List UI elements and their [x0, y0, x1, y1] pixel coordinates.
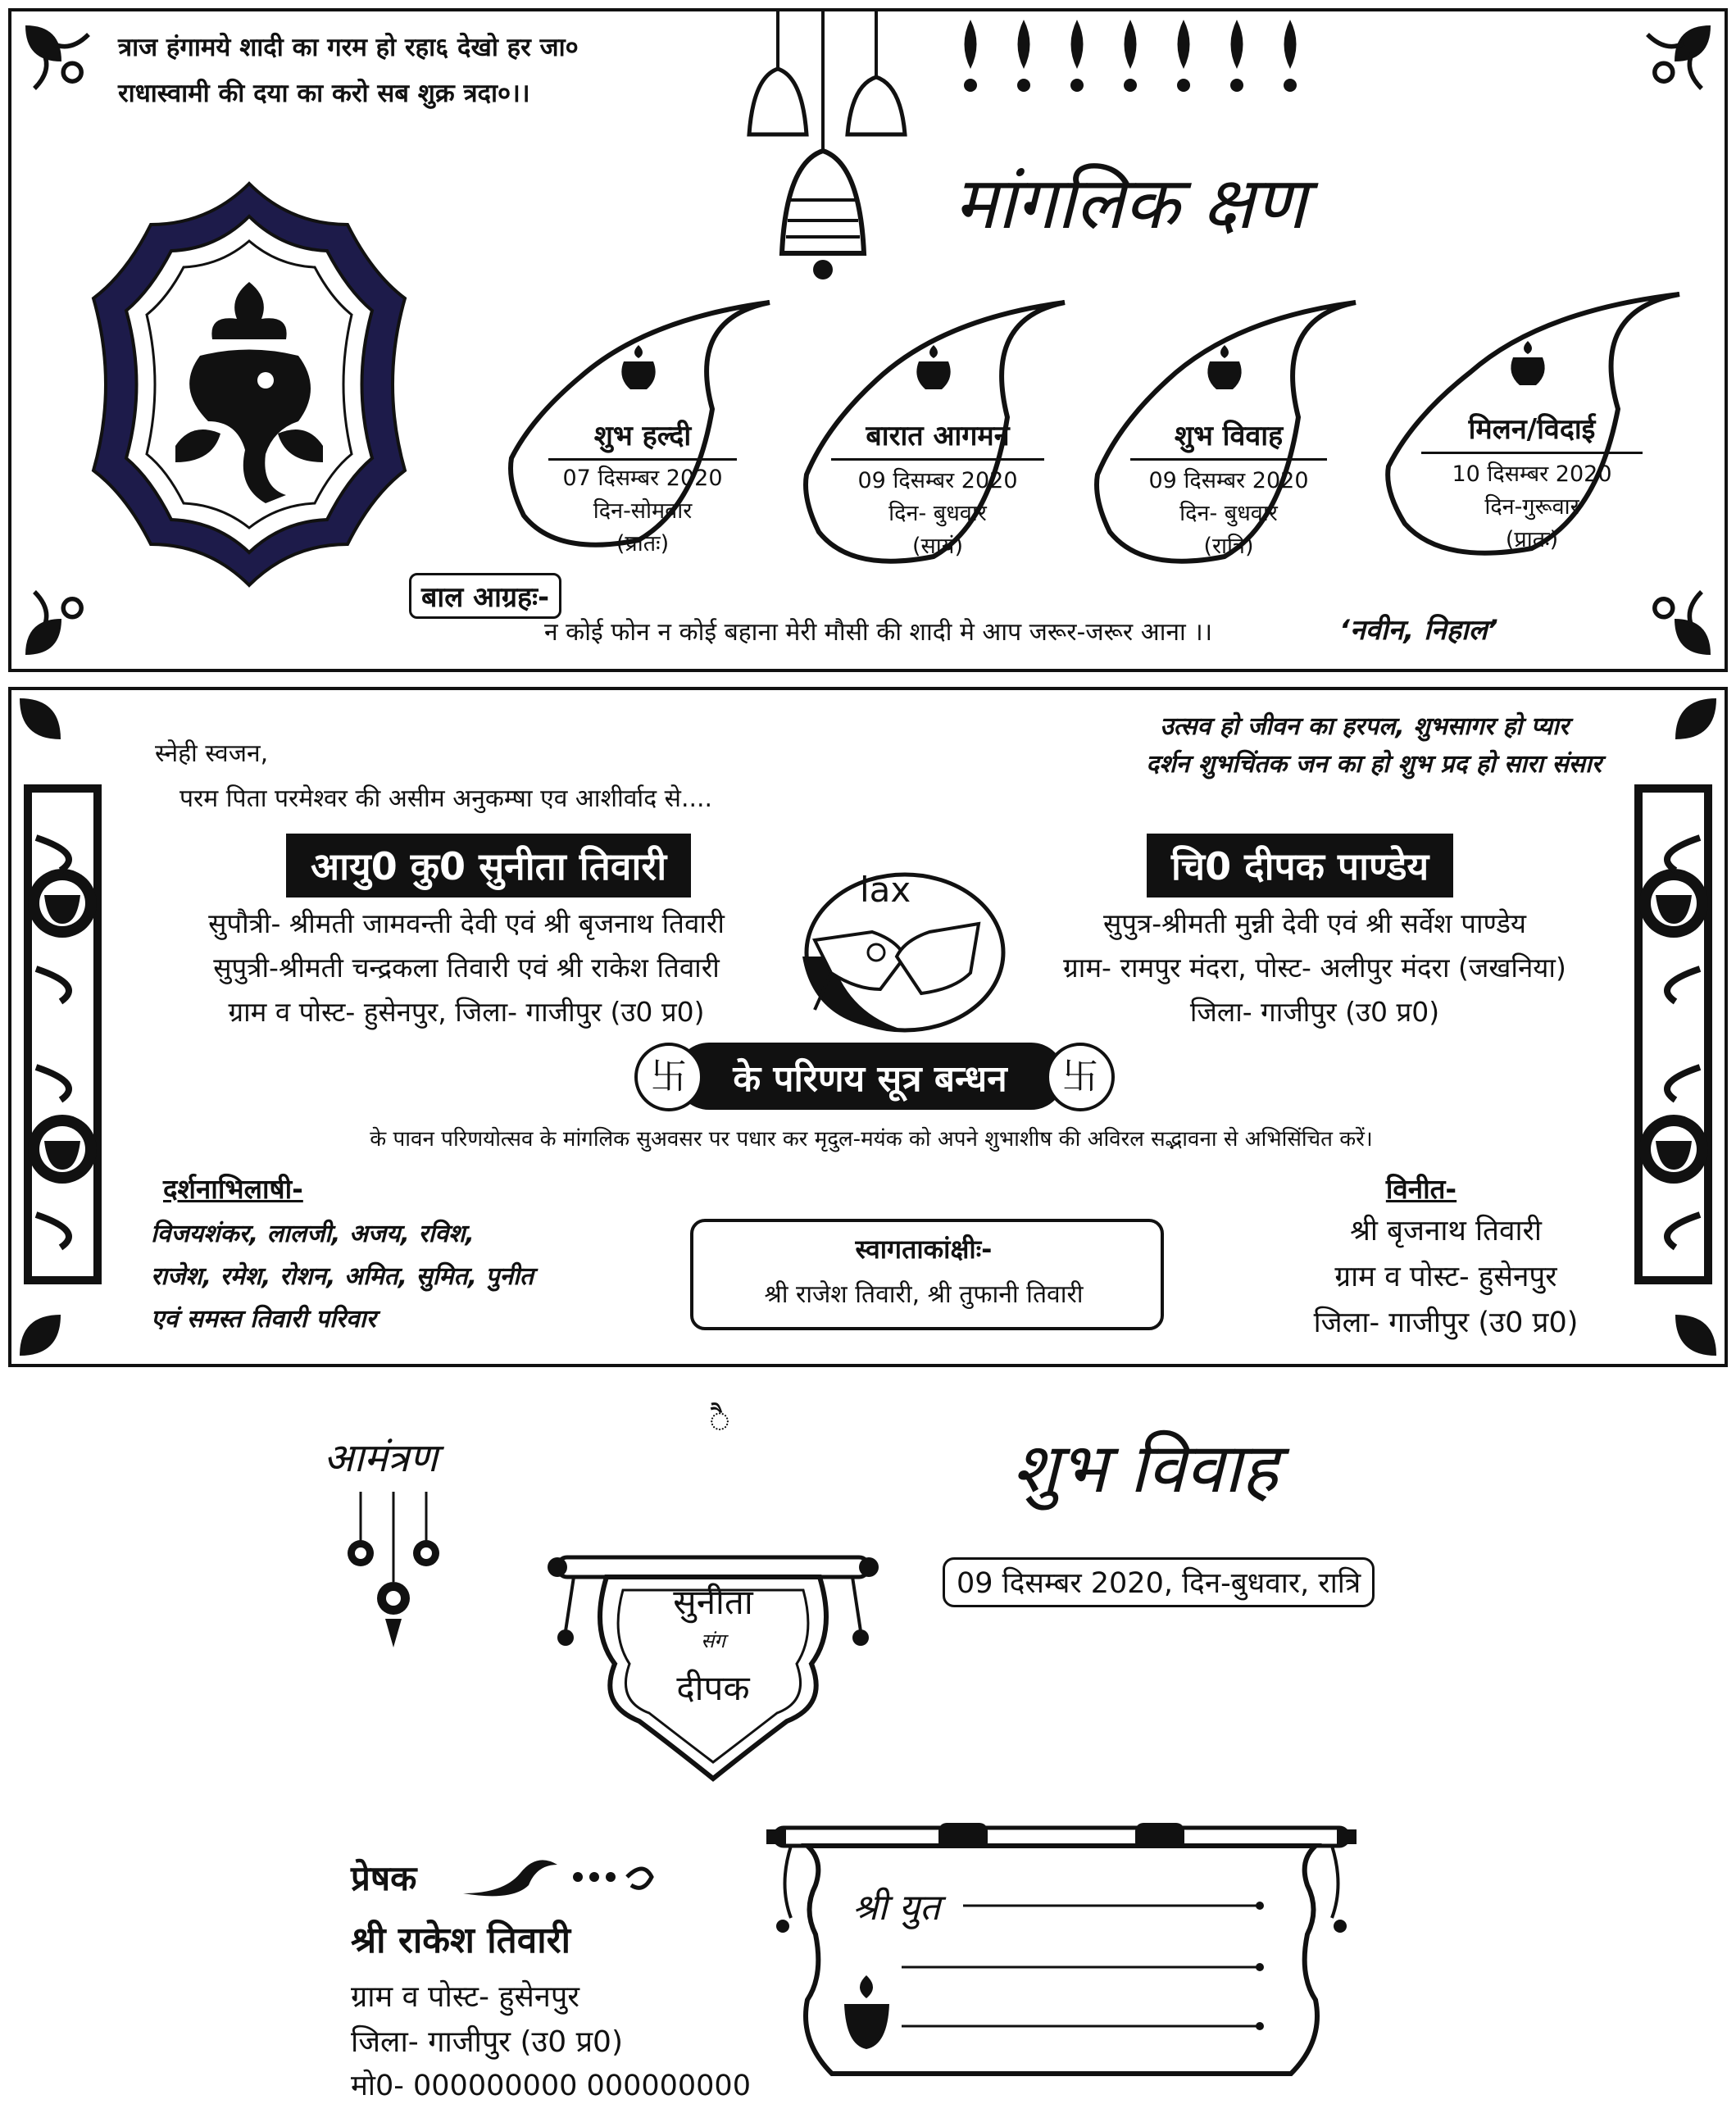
kalash-icon — [909, 343, 958, 393]
vinit-list — [1257, 1208, 1634, 1346]
groom-line: ग्राम- रामपुर मंदरा, पोस्ट- अलीपुर मंदरा (जखनिया) — [1063, 952, 1566, 984]
bride-line: ग्राम व पोस्ट- हुसेनपुर, जिला- गाजीपुर (उ0 प्र0) — [228, 996, 705, 1028]
bal-text: न कोई फोन न कोई बहाना मेरी मौसी की शादी मे आप जरूर-जरूर आना ।। — [544, 618, 1213, 647]
kalash-icon — [1503, 339, 1552, 389]
event-time: (सायं) — [912, 534, 963, 559]
bal-label: बाल आग्रहः- — [409, 573, 561, 619]
vinit-line: जिला- गाजीपुर (उ0 प्र0) — [1313, 1306, 1579, 1339]
darshan-line: एवं समस्त तिवारी परिवार — [151, 1305, 376, 1334]
left-border-ornament-icon — [11, 690, 110, 1364]
ganesha-emblem-icon — [77, 175, 421, 593]
groom-line: जिला- गाजीपुर (उ0 प्र0) — [1189, 996, 1440, 1028]
vivah-date: 09 दिसम्बर 2020, दिन-बुधवार, रात्रि — [943, 1557, 1375, 1607]
right-border-ornament-icon — [1626, 690, 1725, 1364]
corner-ornament-icon — [1629, 574, 1720, 664]
groom-first-name: दीपक — [676, 1668, 750, 1708]
groom-details — [1028, 902, 1602, 1034]
vinit-label: विनीत- — [1385, 1173, 1457, 1205]
shubh-vivah-title: शुभ विवाह — [1012, 1428, 1279, 1508]
handshake-logo — [782, 866, 1011, 1038]
darshan-line: राजेश, रमेश, रोशन, अमित, सुमित, पुनीत — [151, 1262, 534, 1291]
event-card — [1376, 286, 1688, 565]
sang-word: संग — [701, 1629, 725, 1652]
event-date: 09 दिसम्बर 2020 — [1148, 468, 1309, 493]
vinit-line: श्री बृजनाथ तिवारी — [1350, 1215, 1542, 1247]
address-frame-icon — [758, 1811, 1365, 2094]
bride-line: सुपुत्री-श्रीमती चन्द्रकला तिवारी एवं श्री राकेश तिवारी — [213, 952, 720, 984]
event-time: (प्रातः) — [616, 531, 670, 557]
event-card — [1085, 294, 1364, 573]
event-time: (प्रातः) — [1505, 527, 1559, 552]
hanging-bells-icon — [729, 11, 934, 298]
event-day: दिन-सोमवार — [593, 498, 693, 524]
event-date: 09 दिसम्बर 2020 — [857, 468, 1018, 493]
event-day: दिन- बुधवार — [1179, 501, 1278, 526]
bride-details — [155, 902, 778, 1034]
event-date: 10 दिसम्बर 2020 — [1452, 461, 1612, 487]
darshan-line: विजयशंकर, लालजी, अजय, रविश, — [151, 1220, 475, 1248]
swagat-names: श्री राजेश तिवारी, श्री तुफानी तिवारी — [764, 1280, 1084, 1309]
kalash-icon — [1200, 343, 1249, 393]
floral-band-icon — [954, 11, 1315, 102]
corner-ornament-icon — [1629, 16, 1720, 107]
corner-ornament-icon — [16, 16, 107, 107]
preshak-label: प्रेषक — [351, 1858, 417, 1898]
paisley-ornament-icon — [455, 1848, 660, 1906]
event-day: दिन- बुधवार — [888, 501, 987, 526]
vinit-line: ग्राम व पोस्ट- हुसेनपुर — [1334, 1261, 1557, 1293]
address-salutation: श्री युत — [852, 1887, 941, 1929]
sender-district: जिला- गाजीपुर (उ0 प्र0) — [351, 2025, 623, 2059]
event-day: दिन-गुरूवार — [1484, 494, 1579, 520]
darshan-label: दर्शनाभिलाषी- — [163, 1173, 303, 1205]
swastik-right-icon: 卐 — [1046, 1043, 1115, 1111]
stray-character: ै — [709, 1399, 731, 1441]
hanging-ornaments-icon — [336, 1492, 451, 1656]
bride-first-name: सुनीता — [673, 1582, 753, 1622]
amantran-title: आमंत्रण — [324, 1435, 438, 1481]
event-title: शुभ विवाह — [1130, 416, 1327, 461]
greeting: स्नेही स्वजन, — [155, 739, 269, 768]
blessing: परम पिता परमेश्वर की असीम अनुकम्षा एव आशीर्वाद से.... — [180, 784, 713, 813]
swagat-label: स्वागताकांक्षीः- — [855, 1234, 993, 1265]
event-title: मिलन/विदाई — [1421, 409, 1643, 454]
event-time: (रात्रि) — [1203, 534, 1254, 559]
bal-names: ‘नवीन, निहाल’ — [1339, 614, 1498, 647]
poem-line-2: दर्शन शुभचिंतक जन का हो शुभ प्रद हो सारा संसार — [1146, 750, 1602, 779]
sender-mobile: मो0- 000000000 000000000 — [351, 2070, 751, 2102]
groom-line: सुपुत्र-श्रीमती मुन्नी देवी एवं श्री सर्वेश पाण्डेय — [1103, 907, 1526, 939]
couplet-line-2: राधास्वामी की दया का करो सब शुक्र त्रदा०।। — [118, 79, 530, 108]
event-card — [794, 294, 1073, 573]
logo-text: lax — [860, 870, 911, 910]
invite-line: के पावन परिणयोत्सव के मांगलिक सुअवसर पर पधार कर मृदुल-मयंक को अपने शुभाशीष की अविरल सद्भावना से अभिसिंचित करें। — [370, 1127, 1373, 1152]
middle-panel — [8, 687, 1728, 1367]
sender-village: ग्राम व पोस्ट- हुसेनपुर — [351, 1980, 580, 2014]
bride-name-banner: आयु0 कु0 सुनीता तिवारी — [286, 834, 691, 897]
bride-line: सुपौत्री- श्रीमती जामवन्ती देवी एवं श्री बृजनाथ तिवारी — [208, 907, 725, 939]
event-title: शुभ हल्दी — [548, 416, 737, 461]
top-panel — [8, 8, 1728, 672]
sender-name: श्री राकेश तिवारी — [351, 1920, 571, 1961]
event-title: बारात आगमन — [831, 416, 1044, 461]
mangalik-title: मांगलिक क्षण — [954, 161, 1307, 245]
bandhan-text: के परिणय सूत्र बन्धन — [733, 1058, 1007, 1100]
event-date: 07 दिसम्बर 2020 — [562, 466, 723, 491]
swastik-left-icon: 卐 — [634, 1043, 703, 1111]
kalash-icon — [614, 343, 663, 393]
darshan-list — [151, 1213, 708, 1341]
couplet-line-1: त्राज हंगामये शादी का गरम हो रहा६ देखो हर जा० — [118, 33, 579, 62]
event-card — [499, 294, 778, 557]
poem-line-1: उत्सव हो जीवन का हरपल, शुभसागर हो प्यार — [1160, 712, 1569, 741]
groom-name-banner: चि0 दीपक पाण्डेय — [1147, 834, 1453, 897]
